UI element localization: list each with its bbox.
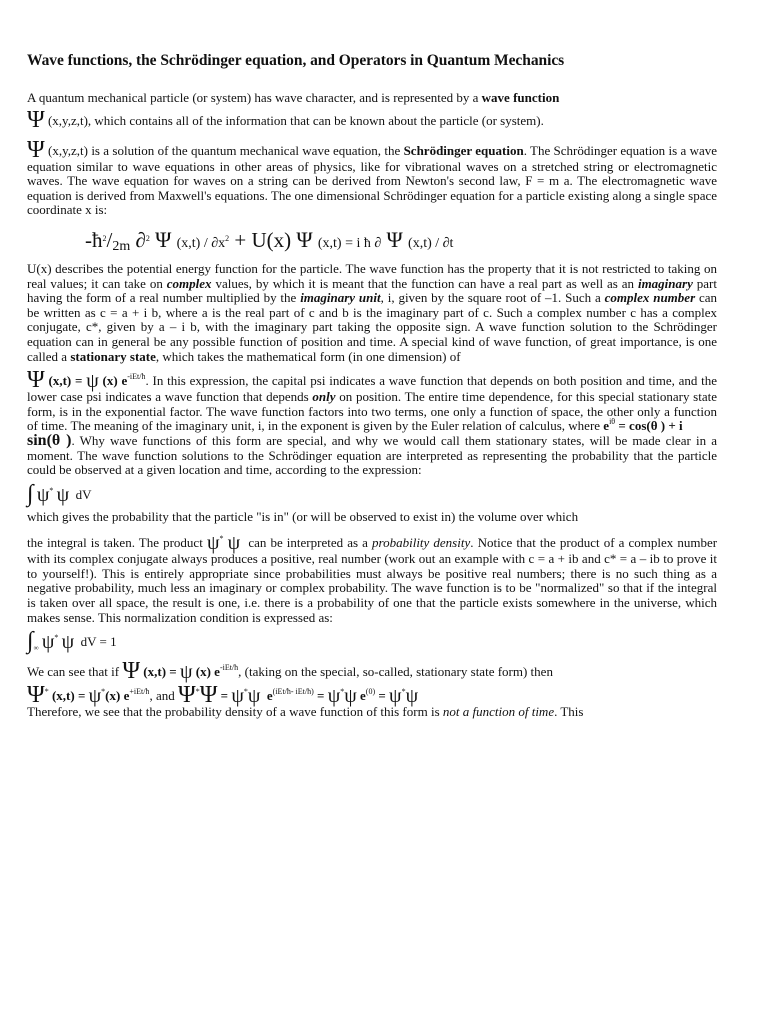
term-wave-function: wave function [481, 90, 560, 105]
text-math-xt: (x,t) = [51, 688, 86, 704]
schrodinger-equation [85, 226, 717, 258]
paragraph-intro-cont [27, 106, 717, 133]
text-math-psi_cap: Ψ [27, 682, 45, 709]
paragraph-probability [27, 510, 717, 525]
text-math-e: e [123, 688, 130, 704]
text-math-psi_low: ψ [405, 685, 419, 708]
text-math-psi_cap: Ψ [155, 226, 172, 252]
text-p4-t3: . Why wave functions of this form are special, and why we would call them stationary states, will be made clear in a moment. The wave function solutions to the Schrödinger equation are interpreted as representing the probability that the particle could be observed at a given location and time, according to the expression: [27, 432, 718, 478]
text-math-schrod_8: 2 [225, 233, 230, 243]
text-math-psi_cap: Ψ [296, 226, 313, 252]
text-math-star: * [219, 534, 224, 544]
text-math-psi_low: ψ [227, 532, 241, 555]
text-math-star: * [54, 633, 59, 643]
text-p2-t2: . The Schrödinger equation is a wave equation similar to wave equations in other areas of physics, like for vibrational waves on a stretched string or electromagnetic waves. The wave equation for waves on a string can be derived from Newton's second law, F = m a. The electromagnetic wave equation is derived from Maxwell's equations. The one dimensional Schrödinger equation for a particle existing along a single space coordinate x is: [27, 142, 718, 218]
term-schrodinger-equation: Schrödinger equation [403, 142, 524, 158]
document-page [27, 52, 717, 720]
text-p3-stationary: stationary state [70, 348, 156, 364]
text-math-xt: (x,t) = [143, 664, 177, 680]
text-math-psi_cap: Ψ [27, 367, 45, 394]
text-math-exp_neg: -iEt/ħ [127, 372, 146, 382]
text-math-psi_low: ψ [206, 532, 220, 555]
text-math-star: * [101, 687, 106, 697]
text-math-exp_pos: +iEt/ħ [129, 687, 150, 697]
text-math-schrod_2: 2 [102, 233, 107, 243]
text-p6-t2: can be interpreted as a [248, 535, 368, 551]
text-math-euler_i: iθ [609, 417, 616, 427]
text-p3-t1: U(x) describes the potential energy function for the particle. The wave function has the property that it is not restricted to taking on real values; it can take on [27, 260, 717, 291]
text-math-psi_cap: Ψ [386, 226, 403, 252]
paragraph-schrodinger [27, 136, 718, 218]
text-math-eq: = [317, 688, 325, 704]
text-math-schrod_1: -ħ [85, 227, 103, 252]
text-math-integral: ∫ [27, 628, 34, 655]
text-math-schrod_6: 2 [145, 233, 150, 243]
text-math-euler_eq: = cos(θ ) + i [618, 418, 683, 434]
text-math-psi_low: ψ [56, 483, 70, 506]
normalization-integral [27, 628, 717, 655]
probability-integral [27, 480, 717, 507]
text-math-e: e [266, 688, 273, 704]
text-math-psi_low: ψ [86, 370, 99, 393]
text-p3-imag_unit: imaginary unit [300, 290, 381, 306]
paragraph-stationary-conjugate [27, 658, 717, 685]
text-math-dv: dV [75, 486, 92, 502]
text-p3-imaginary: imaginary [637, 275, 693, 291]
text-p4-t1: . In this expression, the capital psi indicates a wave function that depends on both position and time, and the lower case psi indicates a wave function that depends [27, 373, 718, 405]
text-math-star: * [401, 687, 406, 697]
text-math-psi_low: ψ [389, 685, 402, 708]
text-p8-t1: Therefore, we see that the probability density of a wave function of this form is [27, 704, 440, 720]
text-math-psi_low: ψ [41, 631, 55, 654]
text-math-psi_low: ψ [344, 685, 357, 708]
text-math-schrod_11: (x,t) / ∂t [408, 235, 454, 251]
text-p8-t2: . This [554, 704, 584, 720]
text-p7-t2: , (taking on the special, so-called, stationary state form) then [238, 664, 553, 680]
text-math-dv1: dV = 1 [80, 634, 117, 650]
text-math-integral: ∫ [27, 480, 34, 507]
text-p4-only: only [312, 389, 336, 405]
text-math-star: * [49, 485, 54, 495]
text-math-star: * [44, 687, 49, 697]
paragraph-density-result [27, 682, 717, 720]
text-math-exp_sum: (iEt/ħ- iEt/ħ) [272, 687, 314, 697]
text-p3-complex_number: complex number [604, 290, 696, 306]
text-math-e: e [214, 664, 220, 680]
text-math-exp_neg: -iEt/ħ [219, 663, 239, 673]
text-math-star: * [243, 687, 248, 697]
text-math-psi_cap: Ψ [177, 682, 196, 709]
text-math-eq: = [378, 688, 386, 704]
text-p3-t3: part having the form of a real number multiplied by the [27, 275, 717, 306]
text-math-euler_e: e [603, 418, 610, 434]
text-p6-prob_density: probability density [372, 535, 471, 551]
text-p6-t1: the integral is taken. The product [27, 535, 203, 551]
text-math-psi_cap: Ψ [122, 658, 141, 685]
text-math-eq: = [220, 688, 229, 704]
text-math-sin: sin(θ ) [27, 431, 72, 449]
text-math-psi_low: ψ [88, 685, 102, 708]
text-p3-t6: , which takes the mathematical form (in one dimension) of [155, 348, 461, 364]
text-p4-t2: on position. The entire time dependence, for this special stationary state form, is in the exponential factor. The wave function factors into two terms, one only a function of space, the other only a function of time. The meaning of the imaginary unit, i, in the exponent is given by the Euler relation of calculus, where [27, 389, 717, 434]
text-math-exp_zero: (0) [365, 687, 376, 697]
text-math-e: e [360, 688, 366, 704]
text-math-psi_low: ψ [179, 661, 193, 684]
text-math-psi_cap: Ψ [199, 682, 218, 709]
text-math-psi_low: ψ [231, 685, 244, 708]
text-math-schrod_4: 2m [112, 238, 131, 254]
text-math-schrod_10: (x,t) = i ħ ∂ [317, 235, 382, 251]
text-math-schrod_9: + U(x) [234, 227, 292, 252]
paragraph-normalization [27, 534, 717, 625]
text-math-x_star: (x) [105, 688, 121, 704]
text-math-psi_low: ψ [36, 483, 50, 506]
text-math-e: e [121, 373, 128, 389]
text-math-star: * [195, 687, 200, 697]
text-p3-t5: can be written as c = a + i b, where a is the real part of c and b is the imaginary part of c. Such a complex number c has a complex conjugate, c*, given by a – i b, with the imaginary part taking the opposite sign. A wave function solution to the Schrödinger equation can in general be any possible function of position and time. A special kind of wave function, of great importance, is one called a [27, 290, 718, 364]
text-math-schrod_5: ∂ [135, 227, 146, 252]
text-p8-not_time: not a function of time [442, 704, 555, 720]
text-math-inf: ∞ [33, 644, 39, 653]
text-p8-and: , and [149, 688, 175, 704]
text-p1-t1: A quantum mechanical particle (or system) has wave character, and is represented by a [27, 90, 479, 105]
text-math-schrod_3: / [106, 227, 113, 252]
psi-symbol: Ψ [27, 106, 45, 133]
text-p5-t1: which gives the probability that the particle "is in" (or will be observed to exist in) the volume over which [27, 508, 579, 524]
psi-symbol: Ψ [27, 136, 45, 163]
text-math-psi_low: ψ [61, 631, 75, 654]
text-p3-t2: values, by which it is meant that the function can have a real part as well as an [215, 275, 635, 291]
text-math-x: (x) [102, 373, 118, 389]
text-p1-t2: (x,y,z,t), which contains all of the information that can be known about the particle (or system). [47, 112, 544, 128]
text-math-x: (x) [195, 664, 211, 680]
text-math-xt: (x,t) = [48, 373, 83, 389]
text-math-psi_low: ψ [327, 685, 341, 708]
text-math-star: * [340, 687, 345, 697]
text-p3-complex: complex [166, 275, 212, 291]
text-math-psi_low: ψ [247, 685, 261, 708]
text-p6-t3: . Notice that the product of a complex number with its complex conjugate always produces a positive, real number (work out an example with c = a + ib and c* = a – ib to prove it to yourself!). This is entirely appropriate since probabilities must always be positive real numbers; there is no such thing as a negative probability, much less an imaginary or complex probability. The wave function is to be "normalized" so that if the integral is taken over all space, the result is one, i.e. there is a probability of one that the particle exists somewhere in the universe, which makes sense. This normalization condition is expressed as: [27, 535, 718, 625]
paragraph-stationary-state [27, 367, 718, 478]
text-p3-t4: , i, given by the square root of –1. Such a [380, 290, 601, 306]
text-p2-t1: (x,y,z,t) is a solution of the quantum mechanical wave equation, the [48, 142, 401, 158]
paragraph-complex [27, 262, 717, 364]
text-math-schrod_7: (x,t) / ∂x [176, 235, 226, 251]
text-p7-t1: We can see that if [27, 664, 120, 680]
paragraph-intro [27, 91, 717, 106]
page-title: Wave functions, the Schrödinger equation, and Operators in Quantum Mechanics [27, 52, 565, 69]
